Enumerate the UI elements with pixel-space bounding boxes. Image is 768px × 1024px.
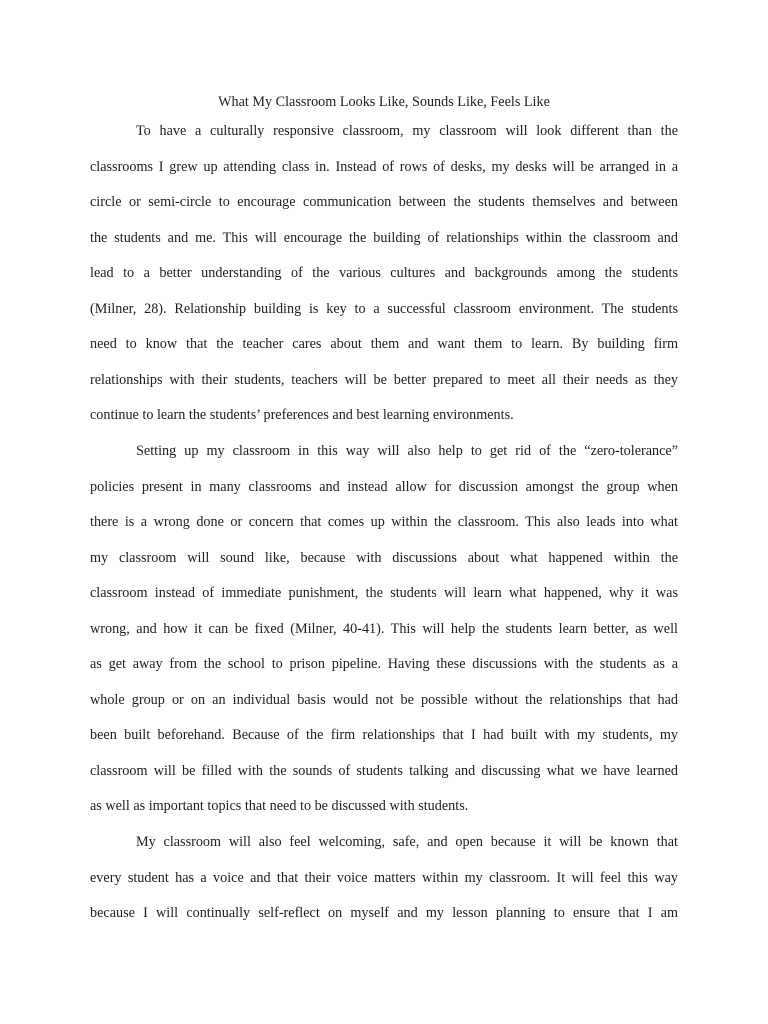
paragraph-1-line: To have a culturally responsive classroom, my classroom will look different than the [136, 123, 678, 139]
paragraph-2-line: Setting up my classroom in this way will also help to get rid of the “zero-tolerance” [136, 442, 678, 459]
paragraph-1-line: relationships with their students, teachers will be better prepared to meet all their needs as they [90, 371, 678, 388]
paragraph-2-line: as get away from the school to prison pipeline. Having these discussions with the students as a [90, 656, 678, 673]
paragraph-3-line: every student has a voice and that their voice matters within my classroom. It will feel this way [90, 869, 678, 886]
paragraph-2-line: wrong, and how it can be fixed (Milner, 40-41). This will help the students learn better, as well [90, 620, 678, 637]
paragraph-1-line: lead to a better understanding of the various cultures and backgrounds among the students [90, 265, 678, 282]
paragraph-2-line: been built beforehand. Because of the firm relationships that I had built with my students, my [90, 727, 678, 744]
paragraph-2-line: there is a wrong done or concern that comes up within the classroom. This also leads into what [90, 514, 678, 530]
paragraph-1-line: circle or semi-circle to encourage communication between the students themselves and between [90, 194, 678, 211]
paragraph-2-line: my classroom will sound like, because with discussions about what happened within the [90, 549, 678, 566]
paragraph-1-line: classrooms I grew up attending class in. Instead of rows of desks, my desks will be arranged in a [90, 158, 678, 175]
paragraph-1-line: continue to learn the students’ preferences and best learning environments. [90, 407, 514, 424]
paragraph-2-line: whole group or on an individual basis would not be possible without the relationships that had [90, 691, 678, 708]
paragraph-1-line: (Milner, 28). Relationship building is key to a successful classroom environment. The students [90, 300, 678, 317]
paragraph-2-line: policies present in many classrooms and instead allow for discussion amongst the group when [90, 478, 678, 495]
paragraph-1-line: the students and me. This will encourage the building of relationships within the classroom and [90, 229, 678, 246]
paragraph-2-line: as well as important topics that need to be discussed with students. [90, 798, 469, 815]
page-title: What My Classroom Looks Like, Sounds Like, Feels Like [218, 94, 550, 110]
paragraph-3-line: because I will continually self-reflect on myself and my lesson planning to ensure that I am [90, 905, 678, 922]
paragraph-2-line: classroom instead of immediate punishment, the students will learn what happened, why it was [90, 585, 678, 602]
paragraph-1-line: need to know that the teacher cares about them and want them to learn. By building firm [90, 336, 678, 353]
paragraph-2-line: classroom will be filled with the sounds of students talking and discussing what we have learned [90, 762, 678, 779]
paragraph-3-line: My classroom will also feel welcoming, safe, and open because it will be known that [136, 834, 678, 850]
